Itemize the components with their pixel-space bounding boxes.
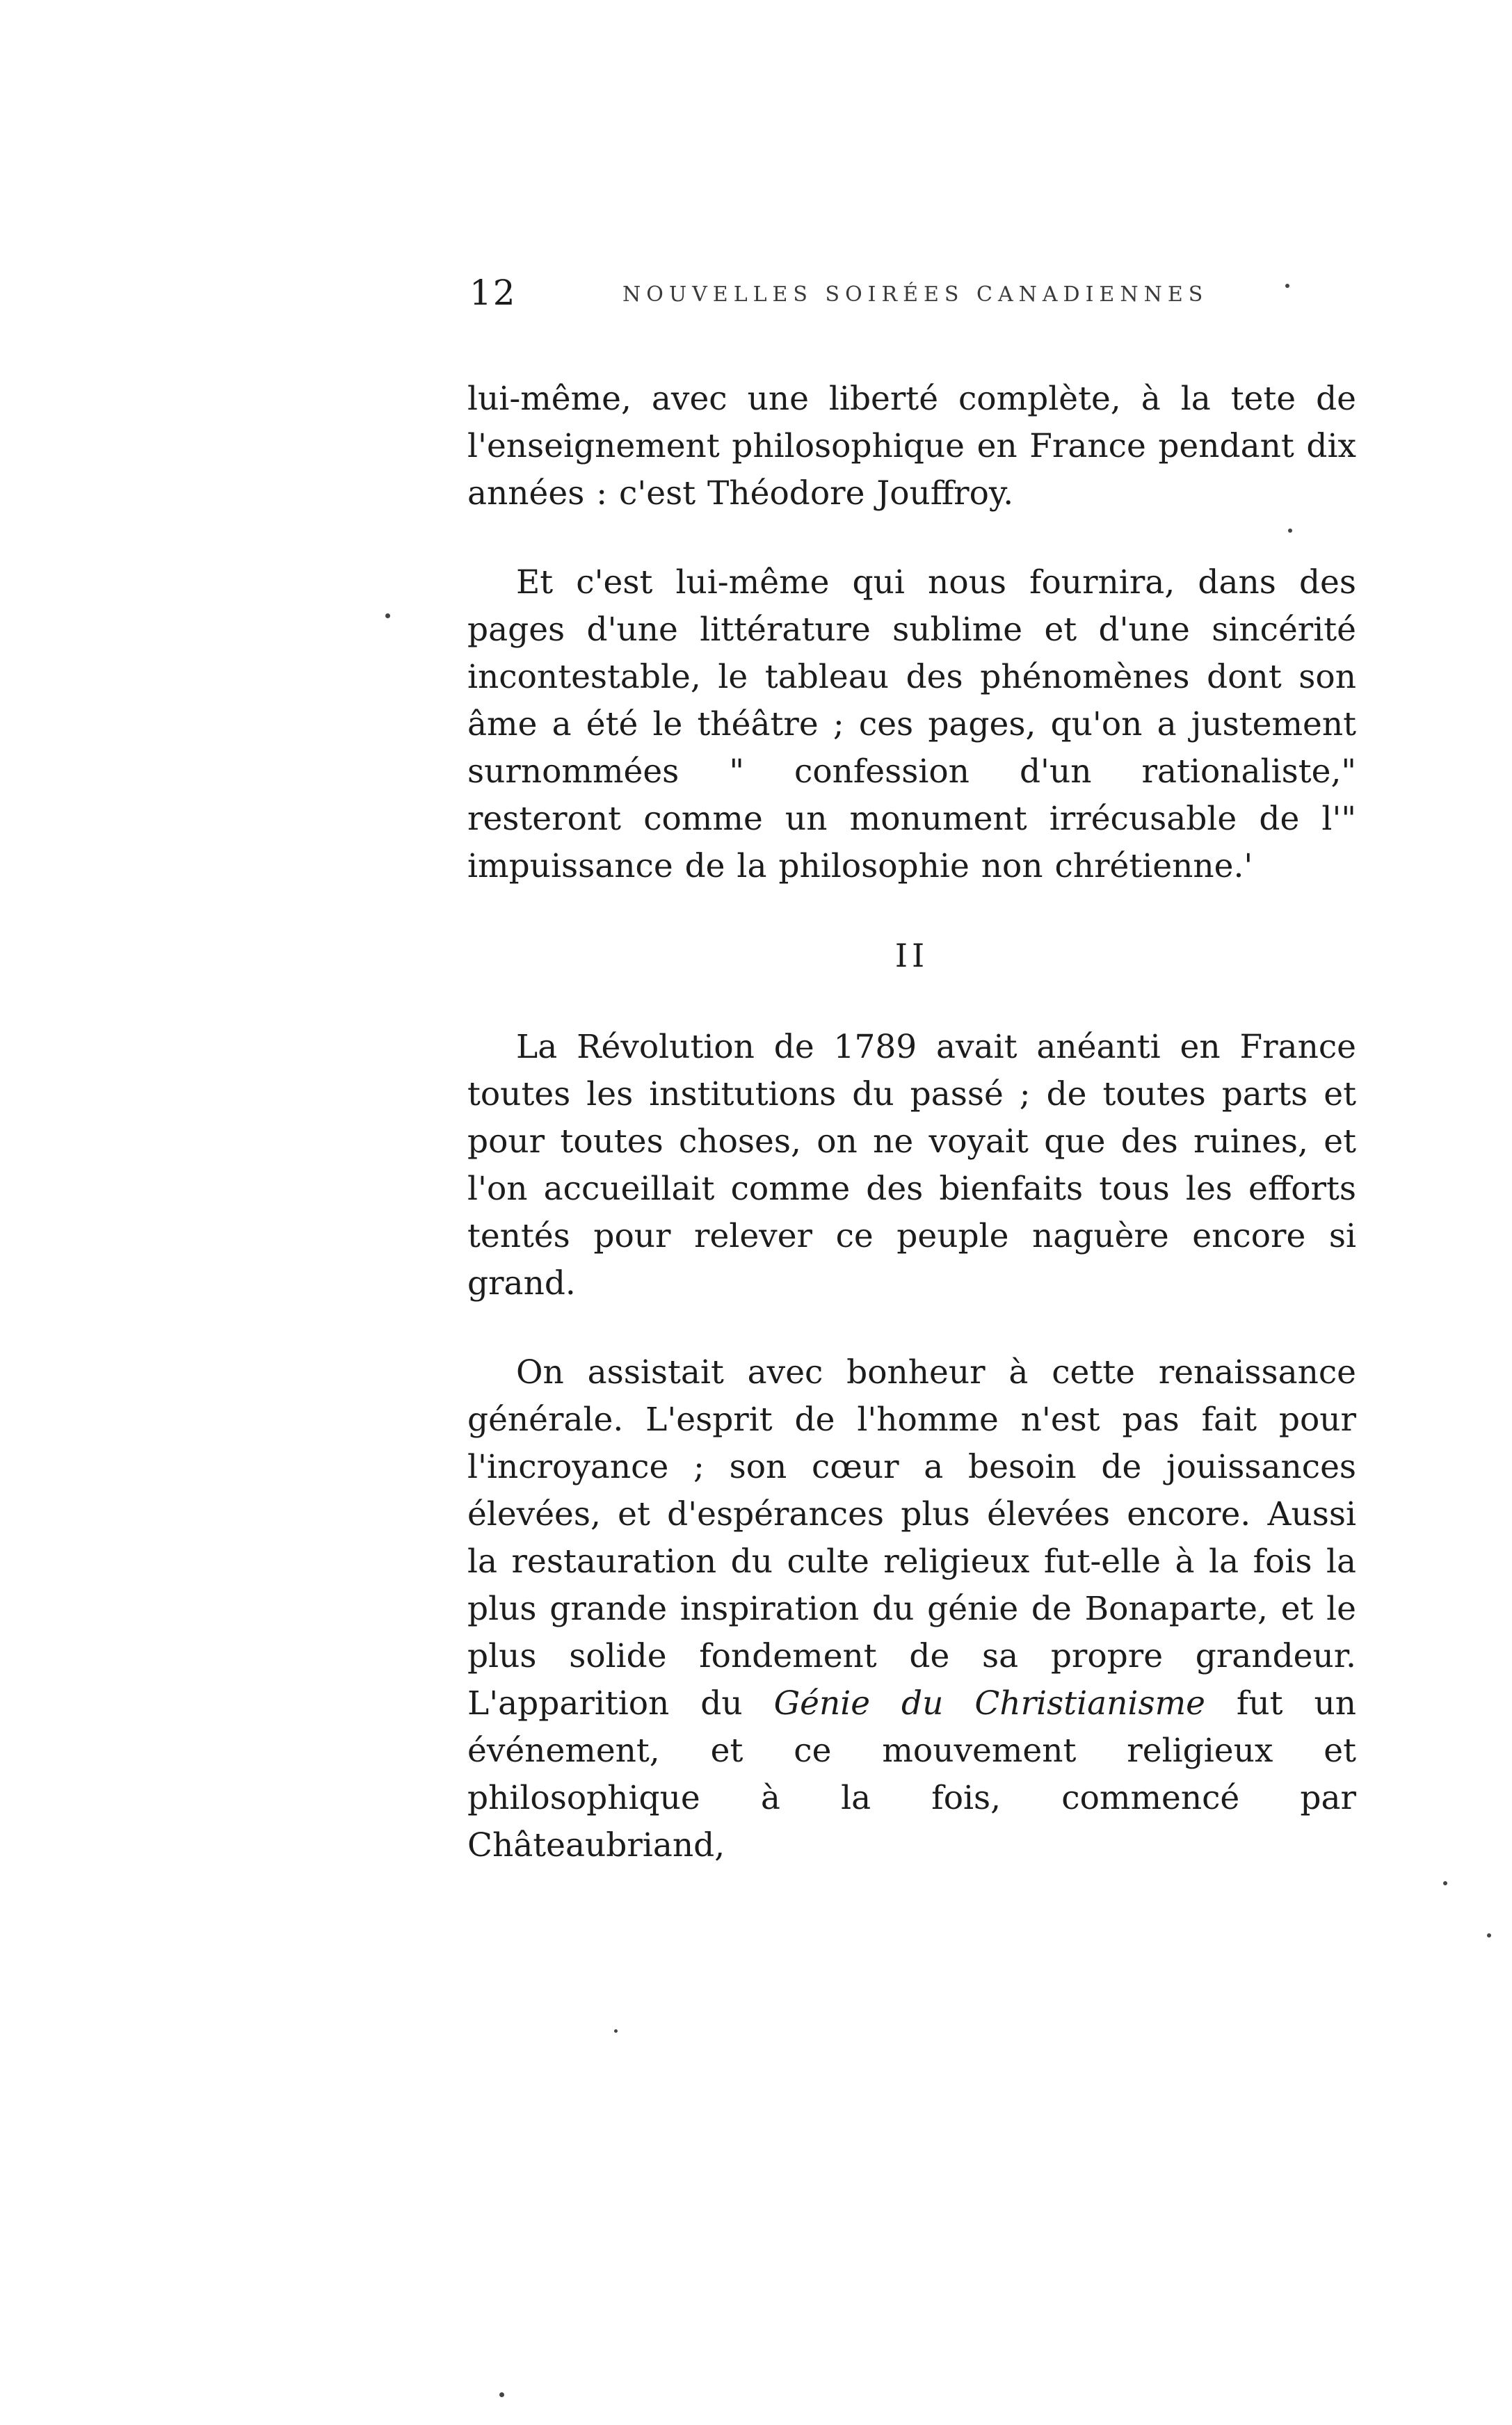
paragraph: La Révolution de 1789 avait anéanti en France toutes les institutions du passé ; de toutes parts et pour toutes choses, on ne voyait que des ruines, et l'on accueillait comme des bienfaits tous les efforts tentés pour relever ce peuple naguère encore si grand. [467, 1028, 1356, 1303]
paragraph [467, 1349, 1356, 1869]
page-number: 12 [469, 273, 517, 313]
paragraph-continuation: lui-même, avec une liberté complète, à la tete de l'enseignement philosophique en France pendant dix années : c'est Théodore Jouffroy. [467, 380, 1356, 513]
body-text [467, 376, 1356, 1869]
section-number: II [894, 937, 929, 974]
paragraph-text: On assistait avec bonheur à cette renaissance générale. L'esprit de l'homme n'est pas fait pour l'incroyance ; son cœur a besoin de jouissances élevées, et d'espérances plus élevées encore. Aussi la restauration du culte religieux fut-elle à la fois la plus grande inspiration du génie de Bonaparte, et le plus solide fondement de sa propre grandeur. L'apparition du [467, 1353, 1356, 1723]
scan-speck [385, 613, 390, 618]
paragraph-text: fut un événement, et ce mouvement religieux et philosophique à la fois, commencé par Châteaubriand, [467, 1684, 1356, 1864]
scan-speck [1443, 1881, 1447, 1885]
page-header [469, 273, 1353, 314]
scan-speck [1487, 1933, 1491, 1937]
scan-speck [1288, 529, 1292, 533]
scan-speck [499, 2392, 504, 2397]
scan-speck [1285, 284, 1289, 288]
book-title: Génie du Christianisme [773, 1684, 1205, 1723]
running-head: NOUVELLES SOIRÉES CANADIENNES [622, 282, 1209, 307]
paragraph: Et c'est lui-même qui nous fournira, dans des pages d'une littérature sublime et d'une sincérité incontestable, le tableau des phénomènes dont son âme a été le théâtre ; ces pages, qu'on a justement surnommées " confession d'un rationaliste," resteront comme un monument irrécusable de l'" impuissance de la philosophie non chrétienne.' [467, 563, 1356, 885]
scan-speck [614, 2029, 618, 2033]
